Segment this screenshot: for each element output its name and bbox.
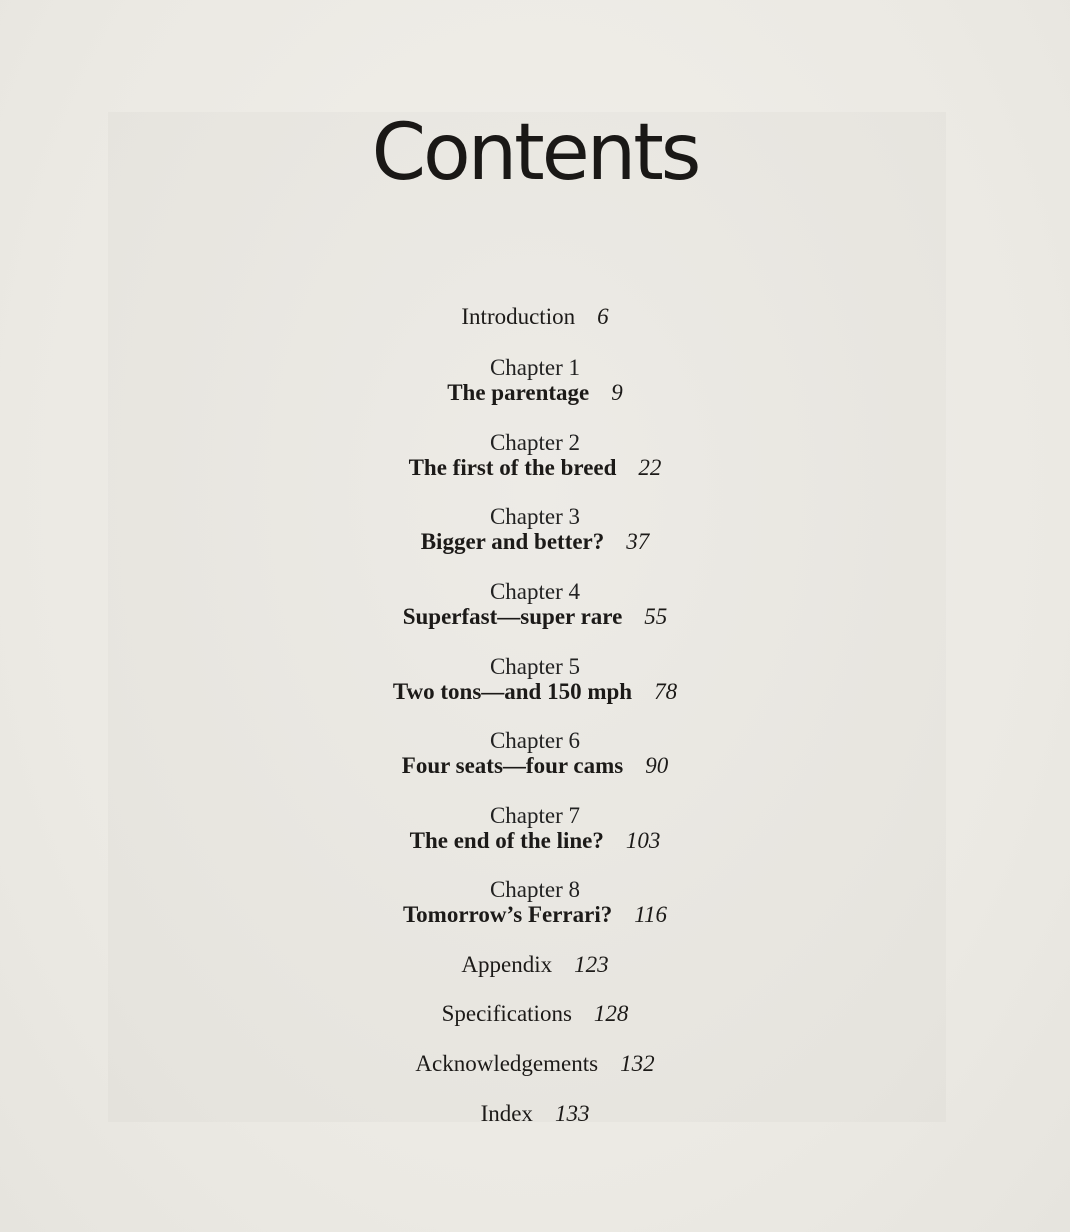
toc-entry-title: Introduction — [461, 304, 576, 329]
toc-entry-title: Tomorrow’s Ferrari? — [402, 902, 613, 927]
toc-entry-introduction — [0, 304, 1070, 330]
chapter-label: Chapter 7 — [489, 803, 581, 828]
toc-entry-title: Two tons—and 150 mph — [392, 679, 633, 704]
toc-page-number: 116 — [634, 902, 668, 927]
toc-entry-title: Bigger and better? — [420, 529, 605, 554]
chapter-label: Chapter 1 — [489, 355, 581, 380]
toc-entry-acknowledgements — [0, 1051, 1070, 1077]
toc-entry-title: The parentage — [447, 380, 590, 405]
toc-entry-title: The first of the breed — [408, 455, 617, 480]
chapter-label: Chapter 3 — [489, 504, 581, 529]
toc-page-number: 9 — [611, 380, 623, 405]
toc-page-number: 55 — [644, 604, 668, 629]
toc-entry-chapter-7 — [0, 803, 1070, 854]
toc-page-number: 103 — [625, 828, 661, 853]
chapter-label: Chapter 4 — [489, 579, 581, 604]
toc-page-number: 90 — [645, 753, 669, 778]
toc-entry-chapter-4 — [0, 579, 1070, 630]
toc-page-number: 132 — [620, 1051, 655, 1076]
toc-page-number: 128 — [593, 1001, 629, 1026]
toc-page-number: 78 — [654, 679, 678, 704]
chapter-label: Chapter 8 — [489, 877, 581, 902]
toc-entry-title: Appendix — [461, 952, 553, 977]
chapter-label: Chapter 5 — [489, 654, 581, 679]
toc-entry-chapter-3 — [0, 504, 1070, 555]
toc-page-number: 123 — [574, 952, 609, 977]
toc-entry-chapter-5 — [0, 654, 1070, 705]
chapter-label: Chapter 6 — [489, 728, 581, 753]
toc-page-number: 133 — [554, 1101, 590, 1126]
toc-entry-specifications — [0, 1001, 1070, 1027]
toc-entry-chapter-6 — [0, 728, 1070, 779]
toc-entry-title: Four seats—four cams — [401, 753, 624, 778]
toc-entry-title: Specifications — [441, 1001, 572, 1026]
toc-entry-chapter-1 — [0, 355, 1070, 406]
toc-entry-appendix — [0, 952, 1070, 978]
toc-entry-title: Acknowledgements — [415, 1051, 599, 1076]
chapter-label: Chapter 2 — [489, 430, 581, 455]
toc-entry-chapter-8 — [0, 877, 1070, 928]
page-title: Contents — [371, 108, 699, 198]
toc-entry-title: Index — [480, 1101, 533, 1126]
toc-page-number: 37 — [626, 529, 650, 554]
toc-entry-title: The end of the line? — [409, 828, 604, 853]
toc-page-number: 6 — [597, 304, 609, 329]
toc-entry-title: Superfast—super rare — [402, 604, 623, 629]
toc-entry-chapter-2 — [0, 430, 1070, 481]
toc-entry-index — [0, 1101, 1070, 1127]
toc-page-number: 22 — [638, 455, 662, 480]
